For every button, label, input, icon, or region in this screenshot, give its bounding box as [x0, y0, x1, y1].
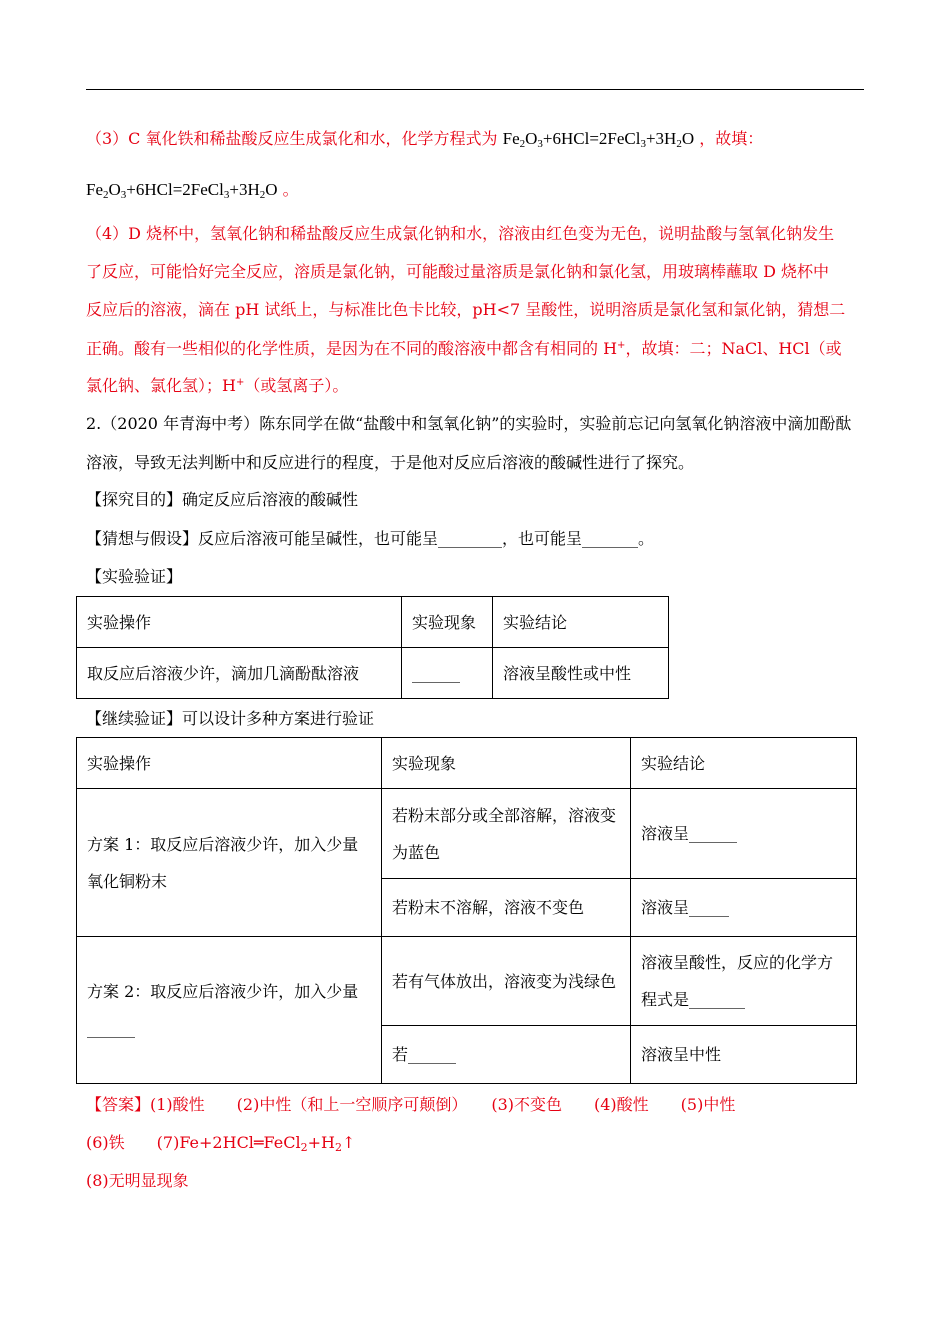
plan-1-phenomenon-1: 若粉末部分或全部溶解，溶液变为蓝色 — [382, 789, 631, 879]
explore-goal: 【探究目的】确定反应后溶液的酸碱性 — [86, 490, 359, 509]
plan-2-operation: 方案 2：取反应后溶液少许，加入少量______ — [77, 937, 382, 1084]
question-2-line-2: 溶液，导致无法判断中和反应进行的程度，于是他对反应后溶液的酸碱性进行了探究。 — [86, 453, 695, 472]
continue-header-operation: 实验操作 — [77, 738, 382, 789]
hypothesis: 【猜想与假设】反应后溶液可能呈碱性，也可能呈________，也可能呈_______。 — [86, 529, 655, 548]
answer-line-3: (8)无明显现象 — [86, 1171, 189, 1190]
continue-header-phenomenon: 实验现象 — [382, 738, 631, 789]
plan-2-conclusion-2: 溶液呈中性 — [631, 1026, 857, 1084]
plan-1-phenomenon-2: 若粉末不溶解，溶液不变色 — [382, 879, 631, 937]
para-3-text: （3）C 氧化铁和稀盐酸反应生成氯化和水，化学方程式为 — [86, 129, 503, 148]
verify-header-conclusion: 实验结论 — [493, 597, 669, 648]
verify-table-header-row — [77, 597, 669, 648]
continue-header-conclusion: 实验结论 — [631, 738, 857, 789]
continue-heading: 【继续验证】可以设计多种方案进行验证 — [86, 709, 375, 728]
verify-cell-conclusion: 溶液呈酸性或中性 — [493, 648, 669, 699]
header-rule — [86, 89, 864, 90]
plan-1-conclusion-2: 溶液呈_____ — [631, 879, 857, 937]
plan-2-phenomenon-1: 若有气体放出，溶液变为浅绿色 — [382, 937, 631, 1026]
para-4-line-3: 反应后的溶液，滴在 pH 试纸上，与标准比色卡比较，pH<7 呈酸性，说明溶质是氯化氢和氯化钠，猜想二 — [86, 300, 846, 319]
verify-header-phenomenon: 实验现象 — [402, 597, 493, 648]
para-4-line-5: 氯化钠、氯化氢）；H+（或氢离子）。 — [86, 376, 349, 395]
plan-2-phenomenon-2: 若______ — [382, 1026, 631, 1084]
verify-cell-phenomenon: ______ — [402, 648, 493, 699]
para-4-line-2: 了反应，可能恰好完全反应，溶质是氯化钠，可能酸过量溶质是氯化钠和氯化氢，用玻璃棒蘸取 D 烧杯中 — [86, 262, 830, 281]
continue-table-header-row — [77, 738, 857, 789]
equation-fe2o3-repeat: $Fe_2O_3+6HCl=2FeCl_3+3H_2O$ — [86, 180, 278, 201]
plan-2-row-1 — [77, 937, 857, 1026]
para-3-suffix: ，故填： — [694, 129, 764, 148]
verify-table-row — [77, 648, 669, 699]
para-3-line-1 — [86, 129, 763, 149]
plan-2-conclusion-1: 溶液呈酸性，反应的化学方程式是_______ — [631, 937, 857, 1026]
plan-1-row-1 — [77, 789, 857, 879]
answer-line-2: (6)铁 $(7)Fe+2HCl═FeCl_2+H_2↑$ — [86, 1133, 356, 1154]
verify-heading: 【实验验证】 — [86, 567, 183, 586]
para-4-line-4: 正确。酸有一些相似的化学性质，是因为在不同的酸溶液中都含有相同的 H+，故填：二；NaCl、HCl（或 — [86, 339, 842, 358]
plan-1-conclusion-1: 溶液呈______ — [631, 789, 857, 879]
verify-header-operation: 实验操作 — [77, 597, 402, 648]
plan-1-operation: 方案 1：取反应后溶液少许，加入少量氧化铜粉末 — [77, 789, 382, 937]
verify-cell-operation: 取反应后溶液少许，滴加几滴酚酞溶液 — [77, 648, 402, 699]
continue-table — [76, 737, 857, 1084]
verify-table — [76, 596, 669, 699]
equation-fe2o3: $Fe_2O_3+6HCl=2FeCl_3+3H_2O$ — [502, 129, 695, 150]
answer-line-1: 【答案】(1)酸性 (2)中性（和上一空顺序可颠倒） (3)不变色 (4)酸性 (5)中性 — [86, 1095, 736, 1114]
question-2-line-1: 2.（2020 年青海中考）陈东同学在做“盐酸中和氢氧化钠”的实验时，实验前忘记向氢氧化钠溶液中滴加酚酞 — [86, 414, 852, 433]
para-4-line-1: （4）D 烧杯中，氢氧化钠和稀盐酸反应生成氯化钠和水，溶液由红色变为无色，说明盐酸与氢氧化钠发生 — [86, 224, 835, 243]
para-3-line-2: $Fe_2O_3+6HCl=2FeCl_3+3H_2O$ 。 — [86, 180, 299, 201]
